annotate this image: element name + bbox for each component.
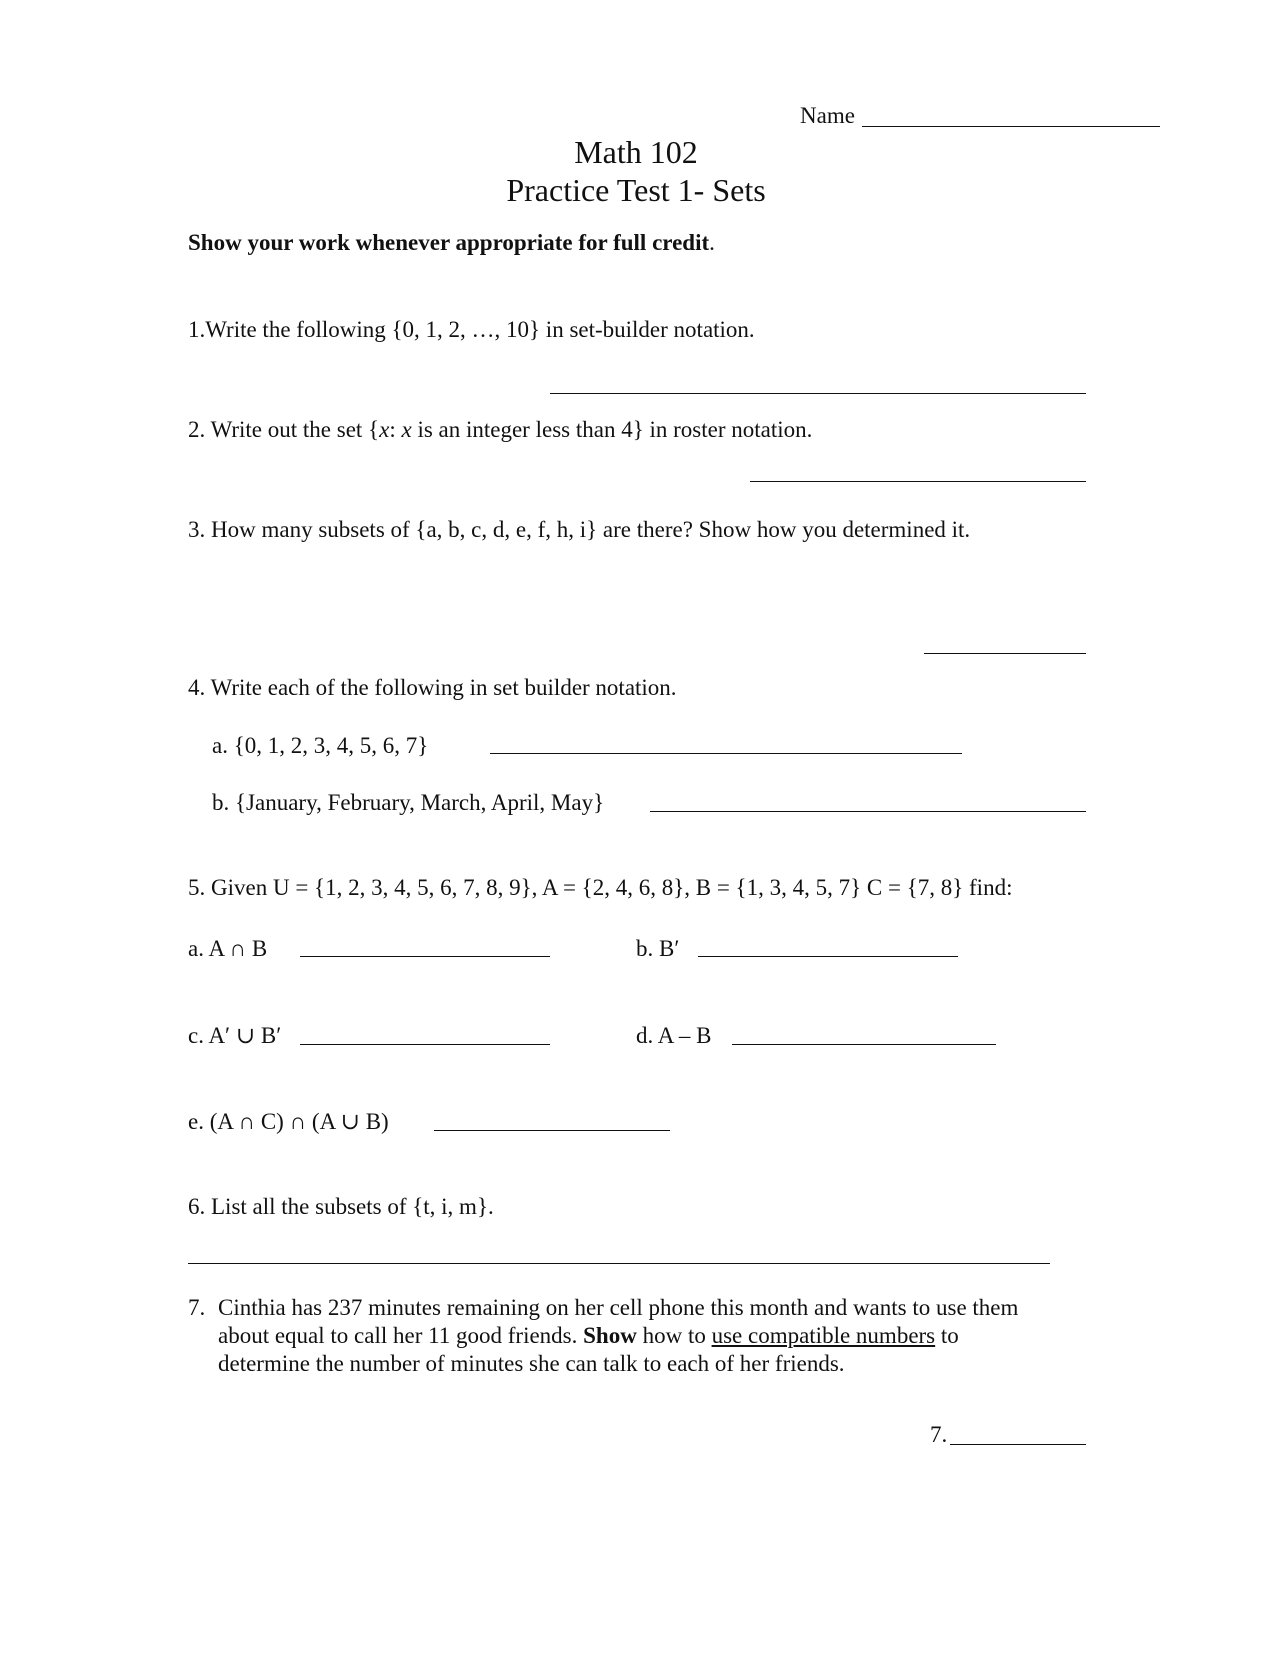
q5b-answer-blank[interactable] — [698, 956, 958, 957]
question-2 — [188, 418, 812, 441]
question-7-number: 7. — [188, 1295, 206, 1320]
q5a-answer-blank[interactable] — [300, 956, 550, 957]
q4-part-b: b. {January, February, March, April, May} — [212, 790, 605, 815]
question-4: 4. Write each of the following in set builder notation. — [188, 675, 677, 700]
question-7-line3: determine the number of minutes she can talk to each of her friends. — [218, 1351, 845, 1376]
q7-line2-mid: how to — [636, 1323, 712, 1348]
q1-answer-blank[interactable] — [550, 393, 1086, 394]
q5-part-d: d. A – B — [636, 1023, 712, 1048]
q7-line2-pre: about equal to call her 11 good friends. — [218, 1323, 584, 1348]
q2-mid: : — [389, 417, 402, 442]
q4a-answer-blank[interactable] — [490, 753, 962, 754]
q5e-answer-blank[interactable] — [434, 1130, 670, 1131]
q4-part-a: a. {0, 1, 2, 3, 4, 5, 6, 7} — [212, 733, 429, 758]
q6-answer-blank[interactable] — [188, 1263, 1050, 1264]
q5-part-a: a. A ∩ B — [188, 936, 268, 961]
question-1: 1.Write the following {0, 1, 2, …, 10} in set-builder notation. — [188, 317, 755, 342]
q7-line2-post: to — [935, 1323, 959, 1348]
question-7-line2 — [218, 1324, 959, 1347]
q2-pre: 2. Write out the set { — [188, 417, 380, 442]
q5-part-b: b. B′ — [636, 936, 680, 961]
q5c-answer-blank[interactable] — [300, 1044, 550, 1045]
q2-post: is an integer less than 4} in roster notation. — [411, 417, 813, 442]
q2-var2: x — [401, 417, 412, 442]
q4b-answer-blank[interactable] — [650, 811, 1086, 812]
q2-answer-blank[interactable] — [750, 481, 1086, 482]
q7-compatible-numbers: use compatible numbers — [711, 1323, 936, 1348]
course-title: Math 102 — [574, 134, 698, 170]
instructions-bold: Show your work whenever appropriate for full credit — [188, 230, 710, 255]
test-title: Practice Test 1- Sets — [506, 172, 766, 208]
instructions-tail: . — [709, 230, 715, 255]
name-label: Name — [800, 103, 855, 128]
q2-var1: x — [379, 417, 390, 442]
q3-answer-blank[interactable] — [924, 653, 1086, 654]
name-blank[interactable] — [862, 126, 1160, 127]
q7-show-bold: Show — [583, 1323, 637, 1348]
q5-part-c: c. A′ ∪ B′ — [188, 1023, 282, 1048]
question-5: 5. Given U = {1, 2, 3, 4, 5, 6, 7, 8, 9}, A = {2, 4, 6, 8}, B = {1, 3, 4, 5, 7} C = {7, 8} find: — [188, 875, 1013, 900]
question-3: 3. How many subsets of {a, b, c, d, e, f, h, i} are there? Show how you determined it. — [188, 517, 971, 542]
question-6: 6. List all the subsets of {t, i, m}. — [188, 1194, 494, 1219]
q7-answer-blank[interactable] — [950, 1444, 1086, 1445]
question-7-line1: Cinthia has 237 minutes remaining on her cell phone this month and wants to use them — [218, 1295, 1019, 1320]
q7-answer-label: 7. — [930, 1422, 948, 1447]
q5-part-e: e. (A ∩ C) ∩ (A ∪ B) — [188, 1109, 389, 1134]
instructions — [188, 231, 715, 254]
q5d-answer-blank[interactable] — [732, 1044, 996, 1045]
